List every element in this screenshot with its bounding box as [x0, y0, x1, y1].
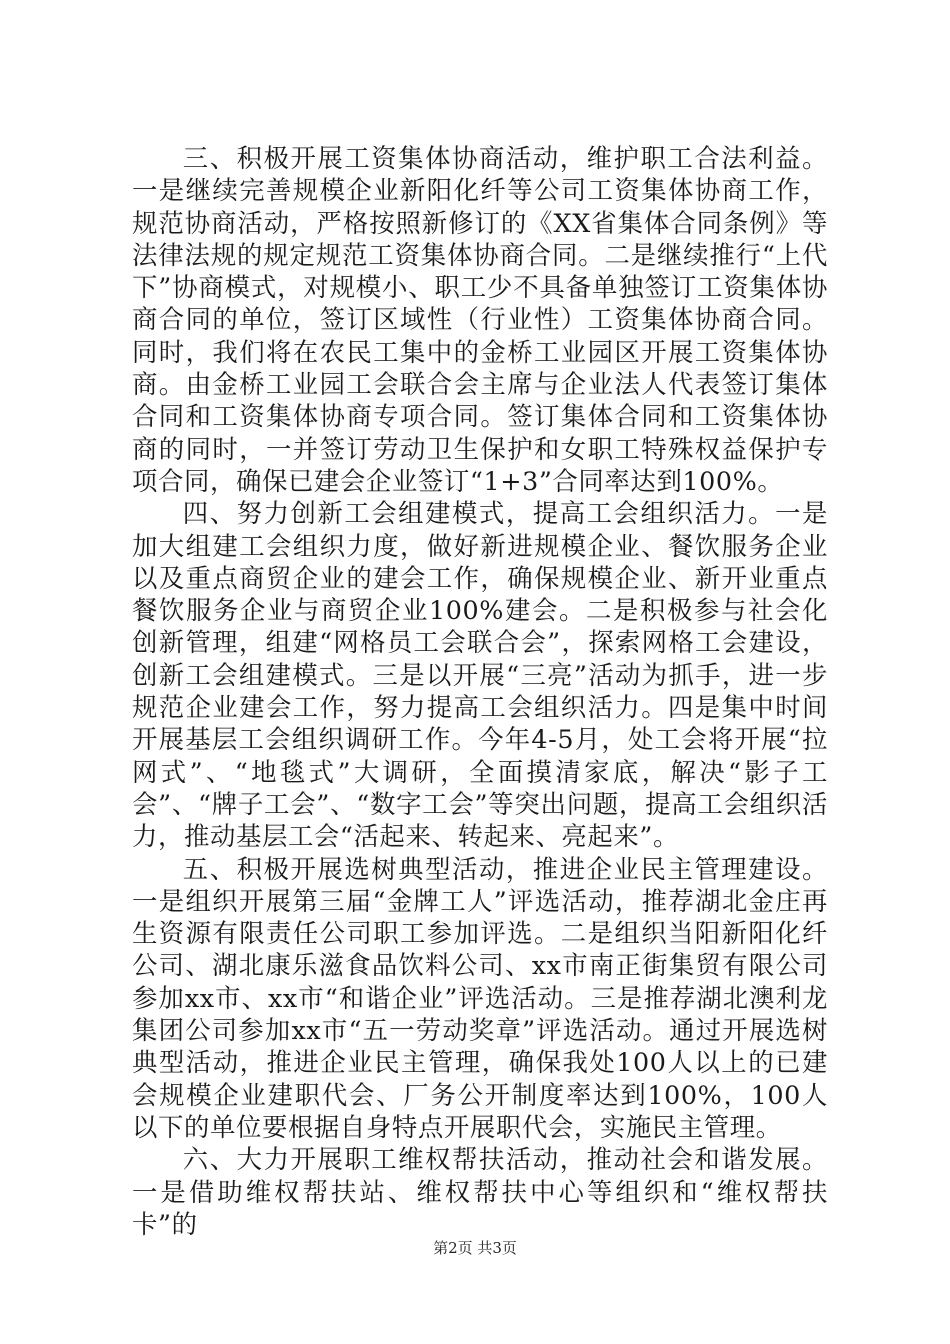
paragraph-union-organization: 四、努力创新工会组建模式，提高工会组织活力。一是加大组建工会组织力度，做好新进规模企业、餐饮服务企业以及重点商贸企业的建会工作，确保规模企业、新开业重点餐饮服务企业与商贸企业100%建会。二是积极参与社会化创新管理，组建“网格员工会联合会”，探索网格工会建设，创新工会组建模式。三是以开展“三亮”活动为抓手，进一步规范企业建会工作，努力提高工会组织活力。四是集中时间开展基层工会组织调研工作。今年4-5月，处工会将开展“拉网式”、“地毯式”大调研，全面摸清家底，解决“影子工会”、“牌子工会”、“数字工会”等突出问题，提高工会组织活力，推动基层工会“活起来、转起来、亮起来”。 [132, 498, 828, 852]
paragraph-model-selection: 五、积极开展选树典型活动，推进企业民主管理建设。一是组织开展第三届“金牌工人”评选活动，推荐湖北金庄再生资源有限责任公司职工参加评选。二是组织当阳新阳化纤公司、湖北康乐滋食品饮料公司、xx市南正街集贸有限公司参加xx市、xx市“和谐企业”评选活动。三是推荐湖北澳利龙集团公司参加xx市“五一劳动奖章”评选活动。通过开展选树典型活动，推进企业民主管理，确保我处100人以上的已建会规模企业建职代会、厂务公开制度率达到100%，100人以下的单位要根据自身特点开展职代会，实施民主管理。 [132, 853, 828, 1142]
document-body [132, 142, 828, 1240]
paragraph-wage-negotiation: 三、积极开展工资集体协商活动，维护职工合法利益。一是继续完善规模企业新阳化纤等公司工资集体协商工作，规范协商活动，严格按照新修订的《XX省集体合同条例》等法律法规的规定规范工资集体协商合同。二是继续推行“上代下”协商模式，对规模小、职工少不具备单独签订工资集体协商合同的单位，签订区域性（行业性）工资集体协商合同。同时，我们将在农民工集中的金桥工业园区开展工资集体协商。由金桥工业园工会联合会主席与企业法人代表签订集体合同和工资集体协商专项合同。签订集体合同和工资集体协商的同时，一并签订劳动卫生保护和女职工特殊权益保护专项合同，确保已建会企业签订“1+3”合同率达到100%。 [132, 143, 828, 496]
page-number-footer: 第2页 共3页 [433, 1239, 517, 1257]
paragraph-rights-assistance: 六、大力开展职工维权帮扶活动，推动社会和谐发展。一是借助维权帮扶站、维权帮扶中心等组织和“维权帮扶卡”的 [132, 1144, 828, 1239]
